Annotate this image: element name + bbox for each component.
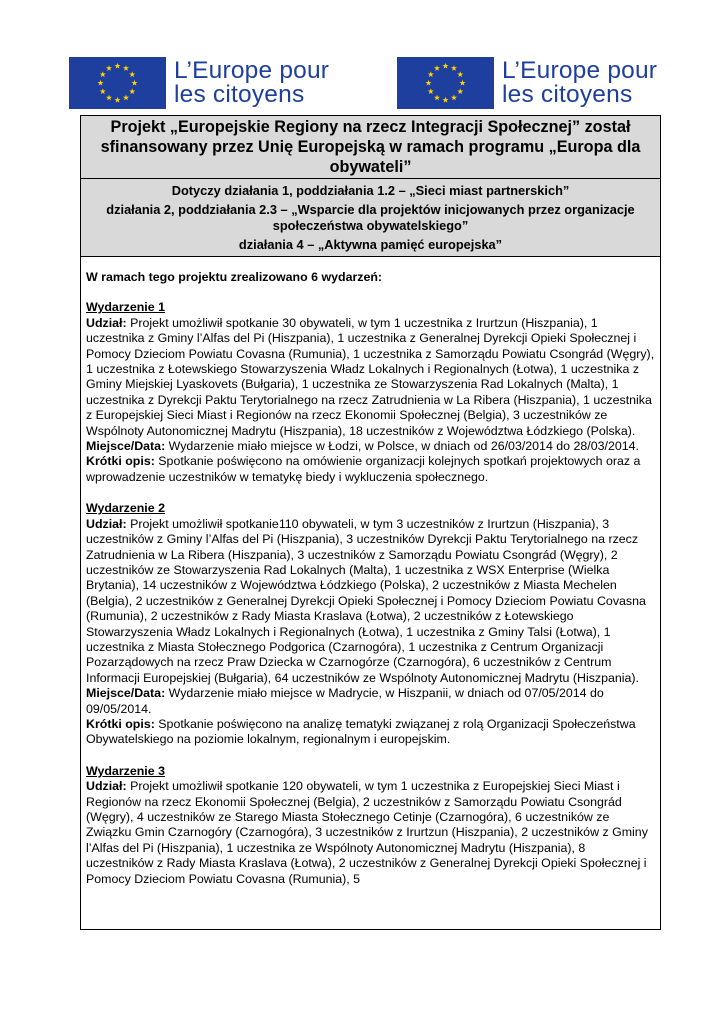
eu-star-icon [459,80,465,86]
document-body [81,257,660,887]
europe-for-citizens-logo [69,56,329,110]
action-line-2: działania 2, poddziałania 2.3 – „Wsparcie dla projektów inicjowanych przez organizacje społeczeństwa obywatelskiego” [106,202,635,233]
eu-star-icon [428,71,434,77]
event-description [86,717,655,748]
eu-star-icon [451,65,457,71]
eu-star-icon [442,63,448,69]
participation-label: Udział: [86,779,127,794]
eu-star-icon [100,88,106,94]
description-text: Spotkanie poświęcono na omówienie organizacji kolejnych spotkań projektowych oraz a wprowadzenie uczestników w tematykę biedy i wykluczenia społecznego. [86,454,641,484]
event-section [86,764,655,887]
action-line-3: działania 4 – „Aktywna pamięć europejska” [238,237,503,252]
document-frame [80,115,661,930]
event-title: Wydarzenie 2 [86,501,165,516]
participation-text: Projekt umożliwił spotkanie 30 obywateli, w tym 1 uczestnika z Irurtzun (Hiszpania), 1 uczestnika z Gminy l’Alfas del Pi (Hiszpania), 1 uczestnika z Generalnej Dyrekcji Opieki Społecznej i Pomocy Dzieciom Powiatu Covasna (Rumunia), 1 uczestnika z Samorządu Powiatu Csongrád (Węgry), 1 uczestnika z Łotewskiego Stowarzyszenia Władz Lokalnych i Regionalnych (Łotwa), 1 uczestnika z Gminy Miejskiej Lyaskovets (Bułgaria), 1 uczestnika ze Stowarzyszenia Rad Lokalnych (Malta), 1 uczestnika z Dyrekcji Paktu Terytorialnego na rzecz Zatrudnienia w La Ribera (Hiszpania), 1 uczestnika z Europejskiej Sieci Miast i Regionów na rzecz Ekonomii Społecznej (Belgia), 3 uczestników ze Wspólnoty Autonomicznej Madrytu (Hiszpania), 18 uczestników z Województwa Łódzkiego (Polska). [86,315,655,438]
eu-star-icon [129,88,135,94]
place-date-label: Miejsce/Data: [86,439,166,454]
event-participation [86,517,655,686]
eu-flag-icon [69,57,166,109]
logo-line-1: L’Europe pour [502,57,658,84]
logo-line-2: les citoyens [174,81,305,108]
event-participation [86,316,655,439]
participation-text: Projekt umożliwił spotkanie110 obywateli, w tym 3 uczestników z Irurtzun (Hiszpania), 3 uczestników z Gminy l’Alfas del Pi (Hiszpania), 3 uczestników Dyrekcji Paktu Terytorialnego na rzecz Zatrudnienia w La Ribera (Hiszpania), 3 uczestników z Samorządu Powiatu Csongrád (Węgry), 2 uczestników ze Stowarzyszenia Rad Lokalnych (Malta), 1 uczestnika z WSX Enterprise (Wielka Brytania), 14 uczestników z Województwa Łódzkiego (Polska), 2 uczestników z Miasta Mechelen (Belgia), 2 uczestników z Generalnej Dyrekcji Opieki Społecznej i Pomocy Dzieciom Powiatu Covasna (Rumunia), 2 uczestników z Rady Miasta Kraslava (Łotwa), 2 uczestników z Łotewskiego Stowarzyszenia Władz Lokalnych i Regionalnych (Łotwa), 1 uczestnika z Gminy Talsi (Łotwa), 1 uczestnika z Miasta Stołecznego Podgorica (Czarnogóra), 1 uczestnika z Centrum Organizacji Pozarządowych na rzecz Praw Dziecka w Czarnogórze (Czarnogóra), 6 uczestników z Centrum Informacji Europejskiej (Bułgaria), 64 uczestników ze Wspólnoty Autonomicznej Madrytu (Hiszpania). [86,516,646,685]
eu-star-icon [457,71,463,77]
eu-star-icon [106,65,112,71]
participation-text: Projekt umożliwił spotkanie 120 obywateli, w tym 1 uczestnika z Europejskiej Sieci Miast i Regionów na rzecz Ekonomii Społecznej (Belgia), 2 uczestników z Samorządu Powiatu Csongrád (Węgry), 4 uczestników ze Starego Miasta Stołecznego Cetinje (Czarnogóra), 6 uczestników ze Związku Gmin Czarnogóry (Czarnogóra), 3 uczestników z Irurtzun (Hiszpania), 2 uczestników z Gminy l’Alfas del Pi (Hiszpania), 1 uczestnika ze Wspólnoty Autonomicznej Madrytu (Hiszpania), 8 uczestników z Rady Miasta Kraslava (Łotwa), 2 uczestników z Generalnej Dyrekcji Opieki Społecznej i Pomocy Dzieciom Powiatu Covasna (Rumunia), 5 [86,779,648,886]
eu-star-icon [434,95,440,101]
europe-for-citizens-logo [397,56,657,110]
description-label: Krótki opis: [86,716,155,731]
eu-star-icon [434,65,440,71]
event-description [86,454,655,485]
logo-text [502,59,657,107]
logo-bar [0,56,724,110]
actions-subheader [81,179,660,257]
eu-star-icon [451,95,457,101]
eu-star-icon [106,95,112,101]
event-place-date [86,686,655,717]
event-participation [86,779,655,887]
action-line-1: Dotyczy działania 1, poddziałania 1.2 – „Sieci miast partnerskich” [171,183,570,198]
event-section [86,501,655,748]
place-date-label: Miejsce/Data: [86,686,166,701]
event-title: Wydarzenie 1 [86,300,165,315]
eu-star-icon [123,65,129,71]
participation-label: Udział: [86,516,127,531]
eu-star-icon [97,80,103,86]
intro-text: W ramach tego projektu zrealizowano 6 wydarzeń: [86,270,383,284]
eu-star-icon [442,97,448,103]
eu-star-icon [428,88,434,94]
place-date-text: Wydarzenie miało miejsce w Madrycie, w Hiszpanii, w dniach od 07/05/2014 do 09/05/2014. [86,686,604,716]
place-date-text: Wydarzenie miało miejsce w Łodzi, w Polsce, w dniach od 26/03/2014 do 28/03/2014. [165,439,639,454]
logo-line-1: L’Europe pour [174,57,330,84]
eu-star-icon [114,97,120,103]
description-label: Krótki opis: [86,454,155,469]
logo-text [174,59,329,107]
eu-star-icon [123,95,129,101]
event-title: Wydarzenie 3 [86,763,165,778]
event-section [86,300,655,485]
eu-star-icon [131,80,137,86]
eu-star-icon [457,88,463,94]
eu-star-icon [114,63,120,69]
participation-label: Udział: [86,315,127,330]
project-title: Projekt „Europejskie Regiony na rzecz Integracji Społecznej” został sfinansowany przez Unię Europejską w ramach programu „Europa dla obywateli” [81,116,660,179]
eu-flag-icon [397,57,494,109]
description-text: Spotkanie poświęcono na analizę tematyki związanej z rolą Organizacji Społeczeństwa Obywatelskiego na poziomie lokalnym, regionalnym i europejskim. [86,716,636,747]
eu-star-icon [129,71,135,77]
event-place-date [86,439,655,454]
logo-line-2: les citoyens [502,81,633,108]
eu-star-icon [425,80,431,86]
eu-star-icon [100,71,106,77]
